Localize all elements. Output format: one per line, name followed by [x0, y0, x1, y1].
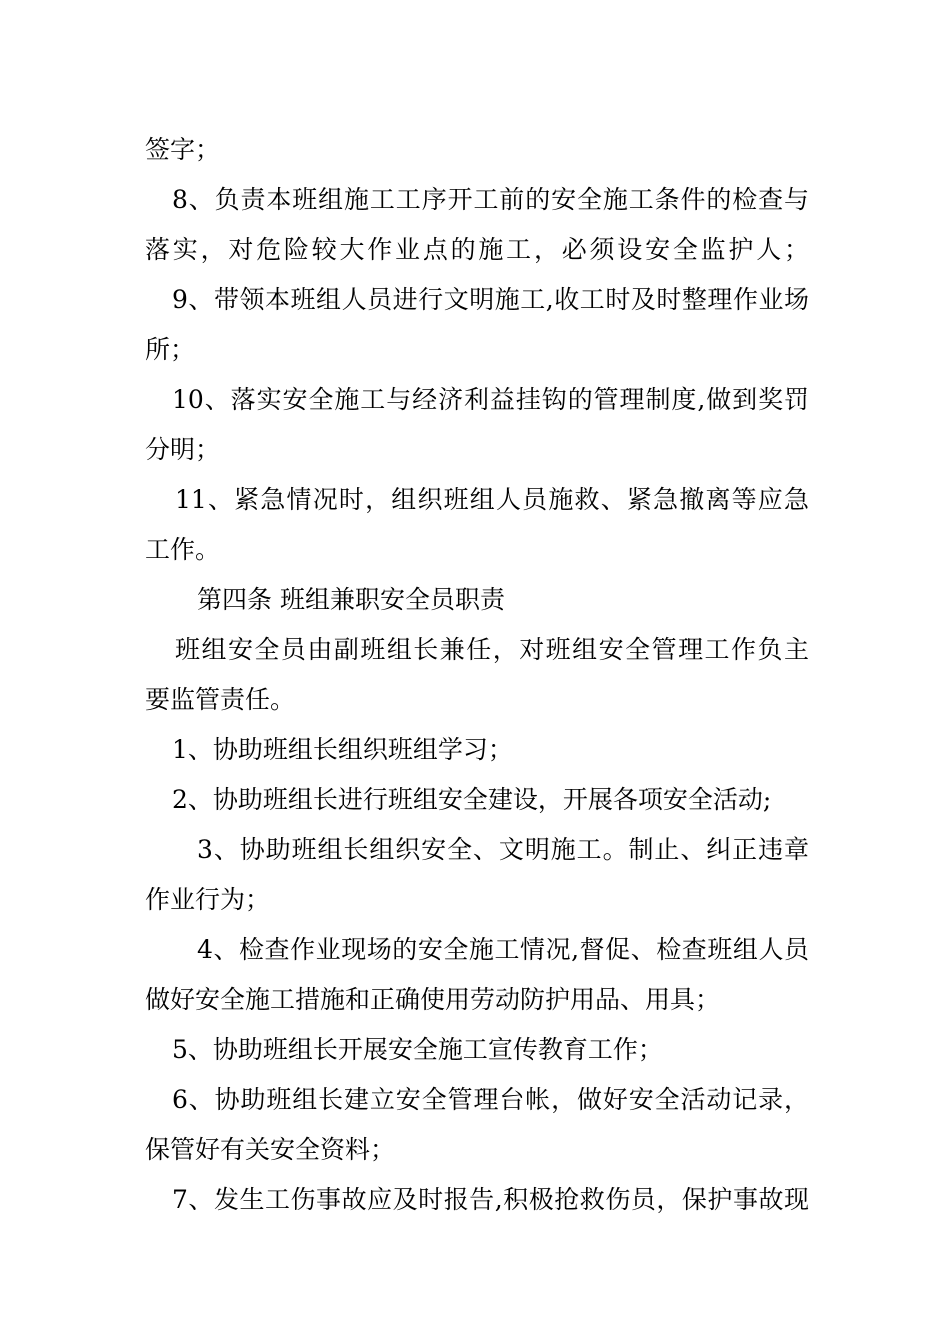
text-line-20: 6、协助班组长建立安全管理台帐，做好安全活动记录， [172, 1085, 809, 1114]
text-line-3: 落实，对危险较大作业点的施工，必须设安全监护人； [145, 235, 809, 264]
text-line-13: 1、协助班组长组织班组学习； [172, 735, 513, 764]
text-line-19: 5、协助班组长开展安全施工宣传教育工作； [172, 1035, 663, 1064]
text-line-2: 8、负责本班组施工工序开工前的安全施工条件的检查与 [172, 185, 809, 214]
text-line-6: 10、落实安全施工与经济利益挂钩的管理制度,做到奖罚 [172, 385, 809, 414]
text-line-9: 工作。 [145, 535, 221, 564]
text-line-22: 7、发生工伤事故应及时报告,积极抢救伤员，保护事故现 [172, 1185, 809, 1214]
text-line-15: 3、协助班组长组织安全、文明施工。制止、纠正违章 [197, 835, 809, 864]
text-line-18: 做好安全施工措施和正确使用劳动防护用品、用具； [145, 985, 721, 1014]
section-heading: 第四条 班组兼职安全员职责 [197, 585, 505, 614]
text-line-21: 保管好有关安全资料； [145, 1135, 396, 1164]
text-line-7: 分明； [145, 435, 221, 464]
text-line-11: 班组安全员由副班组长兼任，对班组安全管理工作负主 [175, 635, 809, 664]
text-line-14: 2、协助班组长进行班组安全建设，开展各项安全活动; [172, 785, 772, 814]
text-line-4: 9、带领本班组人员进行文明施工,收工时及时整理作业场 [172, 285, 809, 314]
text-line-5: 所； [145, 335, 196, 364]
text-line-16: 作业行为； [145, 885, 271, 914]
text-line-12: 要监管责任。 [145, 685, 296, 714]
text-line-8: 11、紧急情况时，组织班组人员施救、紧急撤离等应急 [175, 485, 809, 514]
text-line-17: 4、检查作业现场的安全施工情况,督促、检查班组人员 [197, 935, 809, 964]
text-line-1: 签字； [145, 135, 221, 164]
